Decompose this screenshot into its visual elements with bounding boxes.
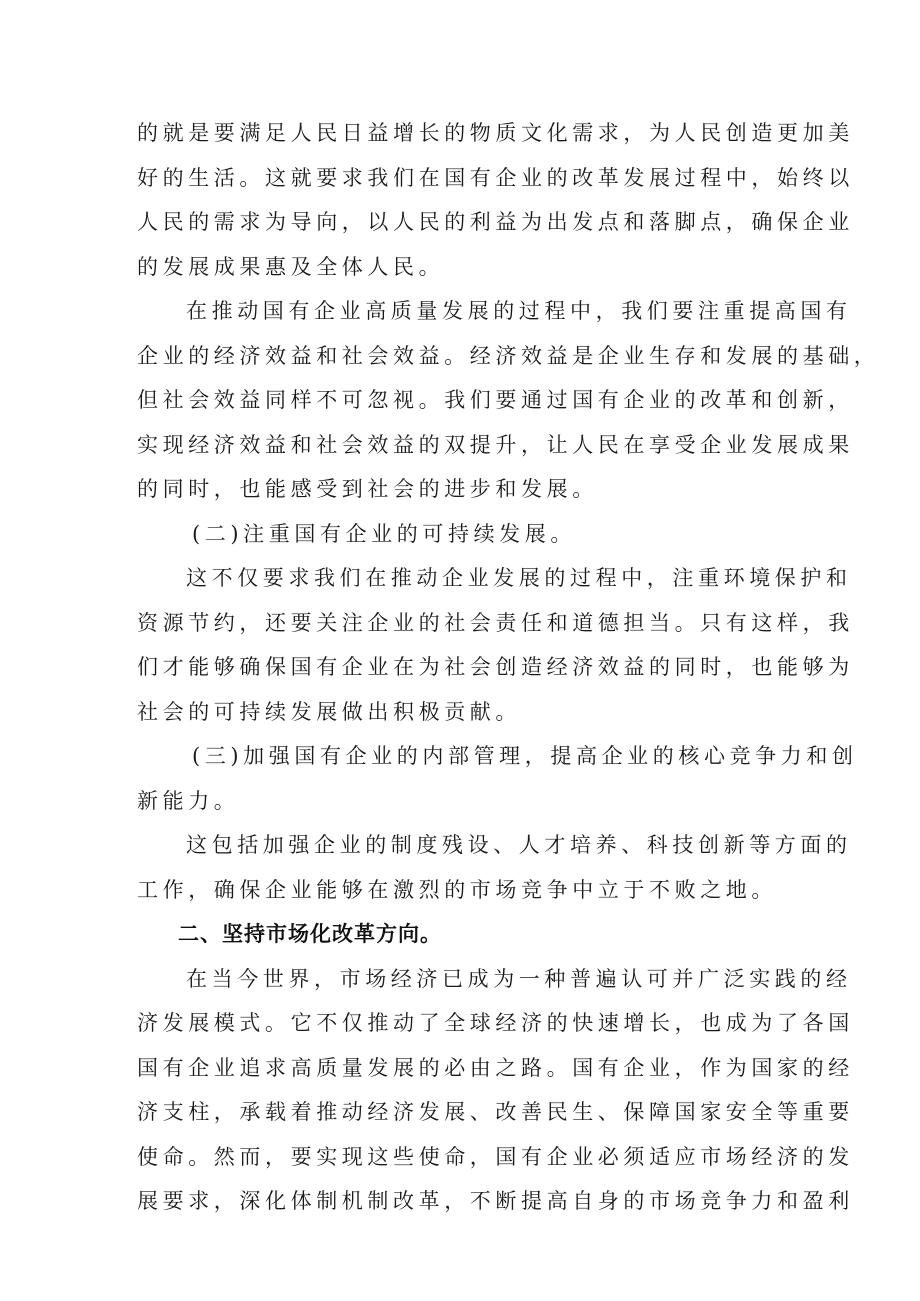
text-line: 这不仅要求我们在推动企业发展的过程中，注重环境保护和 — [186, 566, 852, 590]
subheading-line: 新能力。 — [137, 788, 240, 813]
text-line: 但社会效益同样不可忽视。我们要通过国有企业的改革和创新， — [137, 388, 854, 412]
text-line: 这包括加强企业的制度残设、人才培养、科技创新等方面的 — [186, 833, 852, 857]
section-heading-market-reform — [137, 912, 797, 957]
paragraph-economic-social-benefits — [137, 289, 880, 512]
text-line: 在推动国有企业高质量发展的过程中，我们要注重提高国有 — [186, 299, 852, 323]
text-line: 工作，确保企业能够在激烈的市场竞争中立于不败之地。 — [137, 877, 777, 902]
subheading-sustainable-development — [137, 512, 797, 557]
text-line: 国有企业追求高质量发展的必由之路。国有企业，作为国家的经 — [137, 1055, 854, 1080]
text-line: 人民的需求为导向，以人民的利益为出发点和落脚点，确保企业 — [137, 210, 854, 234]
text-line: 实现经济效益和社会效益的双提升，让人民在享受企业发展成果 — [137, 432, 854, 457]
text-line: 济发展模式。它不仅推动了全球经济的快速增长，也成为了各国 — [137, 1011, 854, 1035]
text-line: 使命。然而，要实现这些使命，国有企业必须适应市场经济的发 — [137, 1144, 854, 1169]
text-line: 资源节约，还要关注企业的社会责任和道德担当。只有这样，我 — [137, 610, 854, 635]
paragraph-environment-responsibility — [137, 556, 854, 734]
text-line: 企业的经济效益和社会效益。经济效益是企业生存和发展的基础， — [137, 343, 880, 368]
text-line: 社会的可持续发展做出积极贡献。 — [137, 699, 521, 724]
text-line: 们才能够确保国有企业在为社会创造经济效益的同时，也能够为 — [137, 655, 854, 679]
subheading-line: (三)加强国有企业的内部管理，提高企业的核心竞争力和创 — [192, 744, 858, 768]
text-line: 好的生活。这就要求我们在国有企业的改革发展过程中，始终以 — [137, 165, 854, 190]
paragraph-people-needs — [137, 111, 854, 289]
paragraph-system-talent-innovation — [137, 823, 852, 912]
text-line: 在当今世界，市场经济已成为一种普遍认可并广泛实践的经 — [186, 966, 852, 991]
text-line: 的发展成果惠及全体人民。 — [137, 254, 445, 279]
text-line: 济支柱，承载着推动经济发展、改善民生、保障国家安全等重要 — [137, 1100, 854, 1124]
subheading-internal-management — [137, 734, 858, 823]
text-line: 的就是要满足人民日益增长的物质文化需求，为人民创造更加美 — [137, 121, 854, 145]
document-body — [137, 111, 880, 1224]
text-line: 展要求，深化体制机制改革，不断提高自身的市场竞争力和盈利 — [137, 1189, 854, 1213]
section-heading: 二、坚持市场化改革方向。 — [178, 922, 442, 946]
paragraph-market-economy — [137, 957, 854, 1224]
subheading-line: (二)注重国有企业的可持续发展。 — [192, 521, 576, 546]
text-line: 的同时，也能感受到社会的进步和发展。 — [137, 477, 598, 501]
